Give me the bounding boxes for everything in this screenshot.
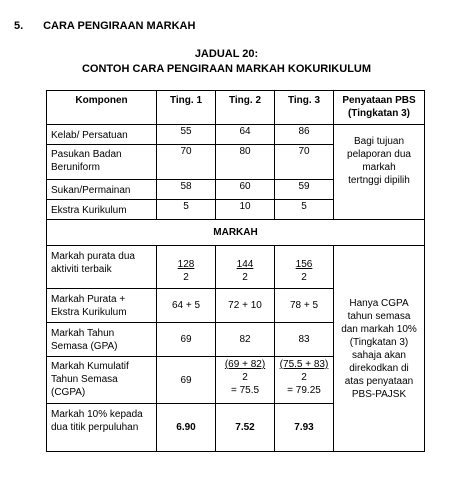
header-ting-1: Ting. 1	[157, 91, 216, 125]
table-row: Kelab/ Persatuan 55 64 86 Bagi tujuan pelaporan dua markah tertnggi dipilih	[47, 125, 425, 145]
table-row: Sukan/Permainan 58 60 59	[47, 180, 425, 200]
table-row: Markah Kumulatif Tahun Semasa (CGPA) 69 (69 + 82) 2 = 75.5 (75.5 + 83) 2 = 79.25	[47, 357, 425, 404]
header-penyataan-pbs: Penyataan PBS (Tingkatan 3)	[334, 91, 425, 125]
table-row: Markah Tahun Semasa (GPA) 69 82 83	[47, 323, 425, 357]
section-title: CARA PENGIRAAN MARKAH	[43, 20, 196, 32]
section-heading	[14, 20, 195, 32]
table-row: Markah purata dua aktiviti terbaik 128 2 144 2 156 2 Hanya CGPA tahun semasa dan markah 10% (Tingkatan 3) sahaja akan direkodkan di atas penyataan PBS-PAJSK	[47, 246, 425, 289]
table-row: Pasukan Badan Beruniform 70 80 70	[47, 145, 425, 180]
table-row: Markah 10% kepada dua titik perpuluhan 6.90 7.52 7.93	[47, 404, 425, 452]
note-cgpa: Hanya CGPA tahun semasa dan markah 10% (Tingkatan 3) sahaja akan direkodkan di atas penyataan PBS-PAJSK	[334, 246, 425, 452]
table-caption-line2: CONTOH CARA PENGIRAAN MARKAH KOKURIKULUM	[81, 63, 372, 75]
note-pelaporan: Bagi tujuan pelaporan dua markah tertnggi dipilih	[334, 125, 425, 220]
header-ting-3: Ting. 3	[275, 91, 334, 125]
table-caption-line1: JADUAL 20:	[194, 48, 259, 60]
header-ting-2: Ting. 2	[216, 91, 275, 125]
calculation-table	[46, 90, 425, 452]
table-row: Markah Purata + Ekstra Kurikulum 64 + 5 72 + 10 78 + 5	[47, 289, 425, 323]
markah-header: MARKAH	[47, 220, 425, 246]
section-number: 5.	[14, 20, 24, 32]
table-row: Ekstra Kurikulum 5 10 5	[47, 200, 425, 220]
header-komponen: Komponen	[47, 91, 157, 125]
